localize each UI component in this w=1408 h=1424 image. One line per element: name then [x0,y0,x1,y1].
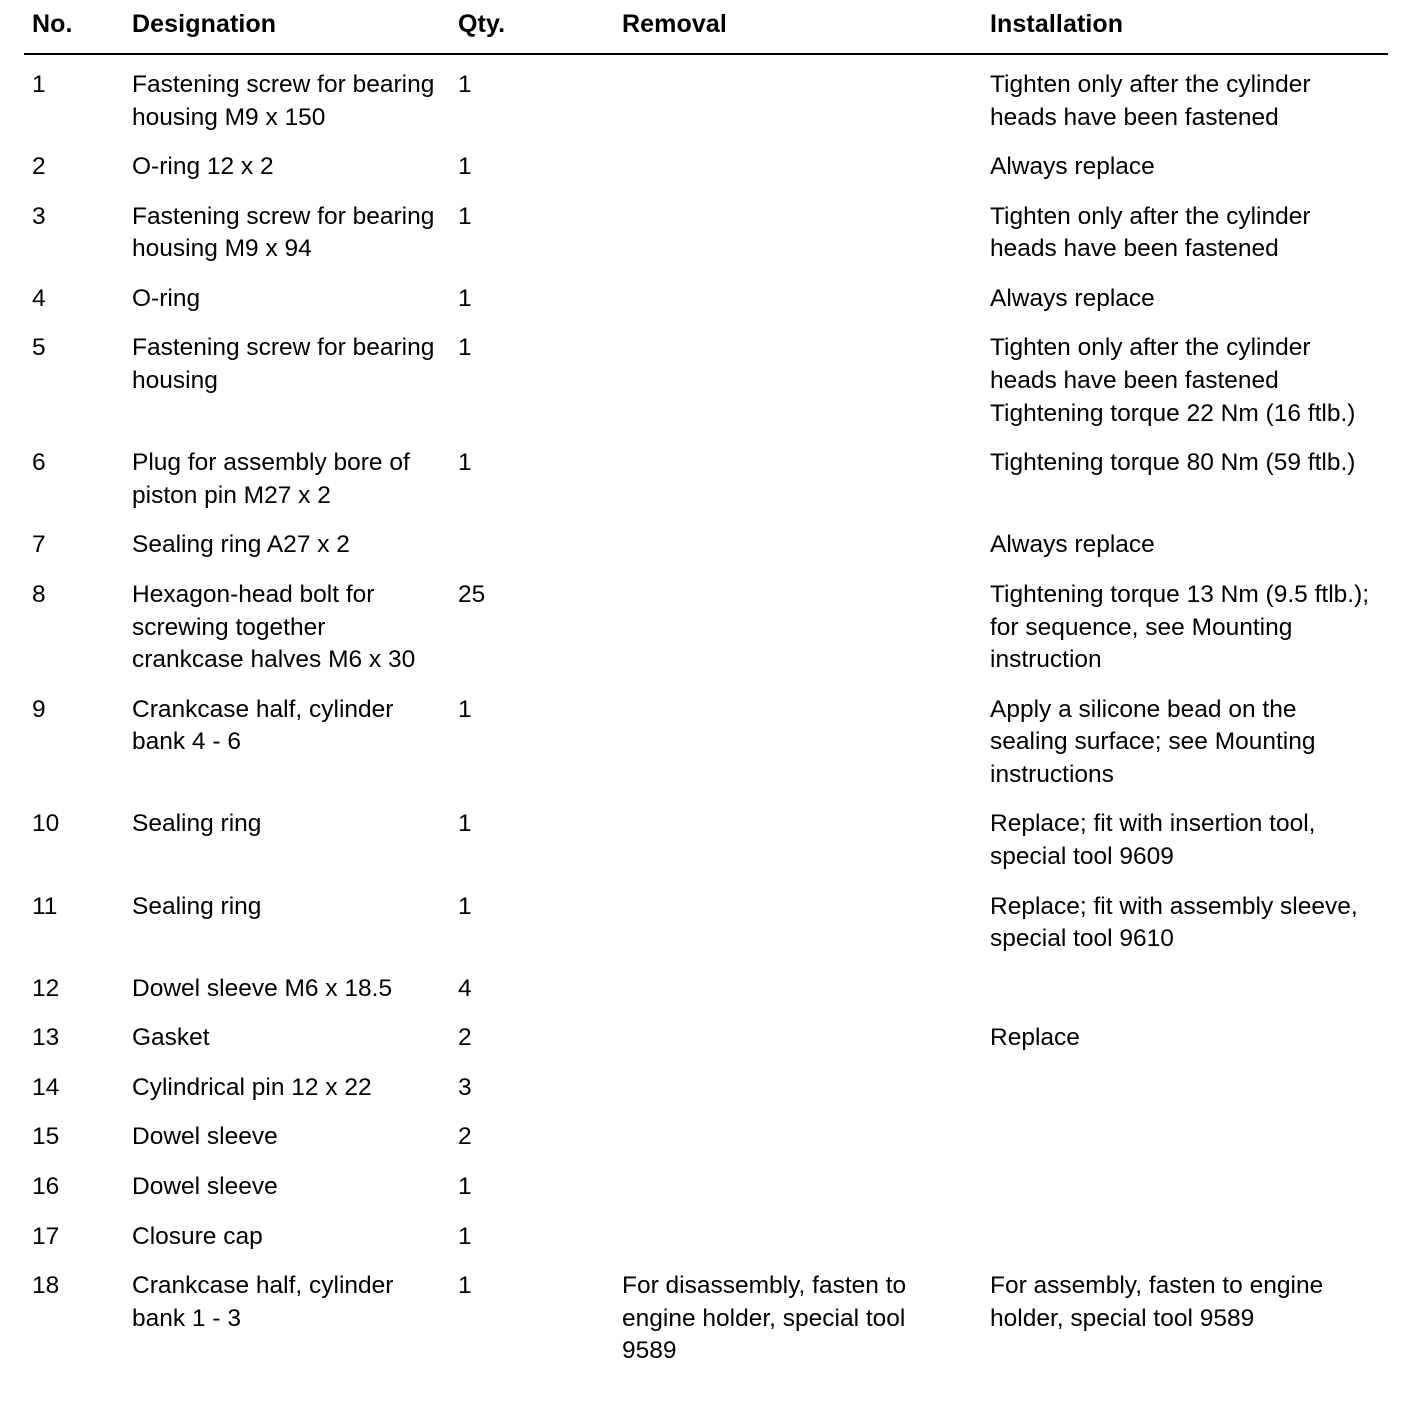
cell-qty: 3 [458,1073,472,1101]
cell-designation: Dowel sleeve [132,1123,278,1151]
cell-no: 16 [32,1173,60,1201]
cell-designation: Fastening screw for bearing housing M9 x 94 [132,202,435,263]
cell-qty: 1 [458,1173,472,1201]
table-body [24,54,1388,1374]
cell-removal [614,140,984,190]
table-row [24,568,1388,683]
cell-no: 5 [32,334,46,362]
cell-no: 4 [32,284,46,312]
cell-removal [614,518,984,568]
column-header-qty: Qty. [458,10,506,38]
cell-installation: Replace; fit with insertion tool, special tool 9609 [990,810,1316,870]
cell-installation: Tightening torque 80 Nm (59 ftlb.) [990,449,1356,477]
cell-no: 11 [32,892,58,920]
cell-qty: 2 [458,1024,472,1052]
cell-designation: O-ring 12 x 2 [132,153,274,181]
cell-no: 10 [32,810,60,838]
table-row [24,797,1388,879]
table-header [24,10,1388,54]
cell-installation [984,1110,1388,1160]
cell-installation: Always replace [990,153,1155,181]
cell-designation: Hexagon-head bolt for screwing together crankcase halves M6 x 30 [132,580,416,674]
cell-qty: 1 [458,892,472,920]
cell-qty: 25 [458,580,486,608]
table-row [24,190,1388,272]
table-row [24,880,1388,962]
cell-designation: O-ring [132,284,201,312]
cell-removal [614,962,984,1012]
cell-removal [614,54,984,140]
table-row [24,140,1388,190]
cell-designation: Sealing ring [132,892,262,920]
cell-designation: Dowel sleeve [132,1173,278,1201]
cell-removal [614,568,984,683]
cell-installation [984,962,1388,1012]
cell-removal [614,1160,984,1210]
cell-installation: Replace; fit with assembly sleeve, special tool 9610 [990,892,1358,953]
table-row [24,683,1388,798]
cell-qty [454,518,614,568]
cell-qty: 1 [458,810,472,838]
cell-no: 6 [32,449,46,477]
cell-installation [984,1061,1388,1111]
cell-no: 13 [32,1024,60,1052]
cell-no: 18 [32,1272,60,1300]
column-header-designation: Designation [132,10,277,38]
cell-designation: Sealing ring A27 x 2 [132,531,350,559]
cell-designation: Plug for assembly bore of piston pin M27 x 2 [132,449,410,509]
column-header-installation: Installation [990,10,1124,38]
table-row [24,1011,1388,1061]
cell-installation [984,1160,1388,1210]
table-row [24,1210,1388,1260]
cell-designation: Fastening screw for bearing housing [132,334,435,395]
cell-designation: Gasket [132,1024,210,1052]
cell-no: 12 [32,974,60,1002]
cell-qty: 1 [458,1272,472,1300]
table-row [24,1160,1388,1210]
header-row [24,10,1388,54]
cell-removal [614,797,984,879]
cell-removal: For disassembly, fasten to engine holder, special tool 9589 [622,1272,907,1365]
cell-installation: For assembly, fasten to engine holder, special tool 9589 [990,1272,1324,1332]
cell-installation: Replace [990,1024,1080,1052]
cell-removal [614,1110,984,1160]
cell-installation: Apply a silicone bead on the sealing surface; see Mounting instructions [990,695,1316,788]
table-row [24,272,1388,322]
cell-qty: 1 [458,449,472,477]
cell-designation: Dowel sleeve M6 x 18.5 [132,974,393,1002]
cell-no: 7 [32,531,46,559]
cell-designation: Sealing ring [132,810,262,838]
cell-designation: Cylindrical pin 12 x 22 [132,1073,372,1101]
parts-table [24,10,1388,1374]
cell-designation: Closure cap [132,1222,263,1250]
cell-qty: 1 [458,334,472,362]
cell-no: 17 [32,1222,60,1250]
cell-removal [614,190,984,272]
cell-removal [614,1061,984,1111]
cell-removal [614,321,984,436]
cell-installation: Always replace [990,284,1155,312]
column-header-removal: Removal [622,10,727,38]
cell-installation [984,1210,1388,1260]
cell-designation: Fastening screw for bearing housing M9 x 150 [132,71,435,131]
cell-qty: 1 [458,202,472,230]
cell-qty: 1 [458,1222,472,1250]
cell-qty: 2 [458,1123,472,1151]
cell-no: 2 [32,153,46,181]
cell-removal [614,436,984,518]
table-row [24,1110,1388,1160]
cell-installation: Tighten only after the cylinder heads have been fastened [990,71,1311,131]
cell-no: 14 [32,1073,60,1101]
table-row [24,518,1388,568]
cell-removal [614,683,984,798]
cell-removal [614,1011,984,1061]
table-row [24,54,1388,140]
cell-installation: Always replace [990,531,1155,559]
cell-designation: Crankcase half, cylinder bank 4 - 6 [132,695,394,756]
cell-removal [614,272,984,322]
cell-no: 8 [32,580,46,608]
cell-qty: 1 [458,153,472,181]
column-header-no: No. [32,10,73,38]
cell-removal [614,1210,984,1260]
cell-installation: Tighten only after the cylinder heads have been fastened [990,202,1311,263]
cell-designation: Crankcase half, cylinder bank 1 - 3 [132,1272,394,1332]
cell-no: 15 [32,1123,60,1151]
cell-qty: 1 [458,695,472,723]
cell-removal [614,880,984,962]
table-row [24,436,1388,518]
cell-no: 9 [32,695,46,723]
cell-no: 1 [32,71,46,98]
cell-qty: 1 [458,71,472,98]
table-row [24,1061,1388,1111]
cell-qty: 4 [458,974,472,1002]
cell-no: 3 [32,202,46,230]
table-row [24,321,1388,436]
table-row [24,962,1388,1012]
table-row [24,1259,1388,1374]
cell-qty: 1 [458,284,472,312]
cell-installation: Tighten only after the cylinder heads have been fastened Tightening torque 22 Nm (16 ftlb.) [990,334,1356,427]
cell-installation: Tightening torque 13 Nm (9.5 ftlb.); for sequence, see Mounting instruction [990,580,1370,674]
